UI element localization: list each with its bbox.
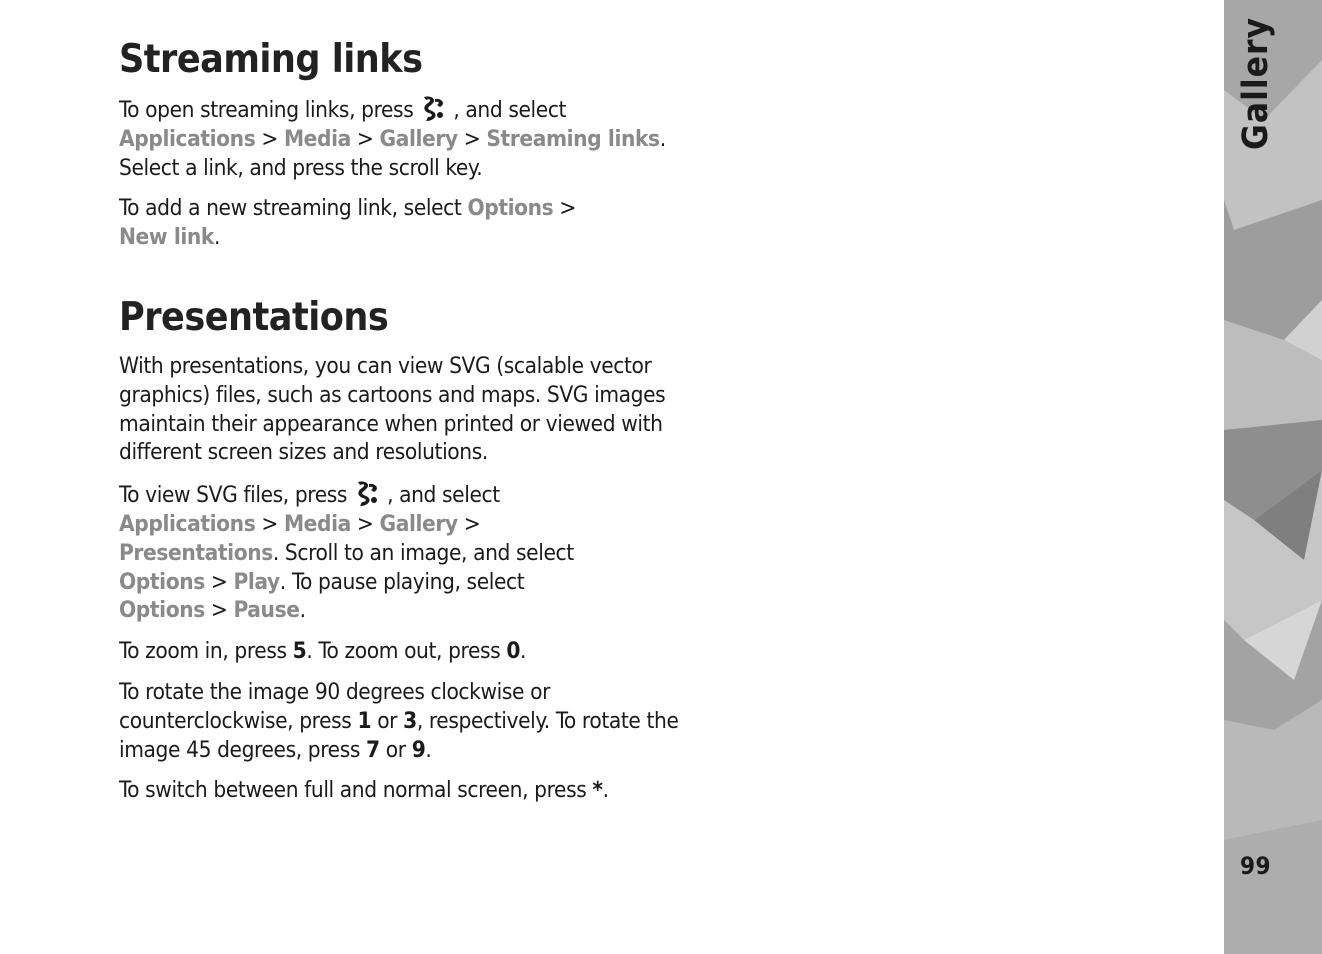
paragraph-view-svg	[119, 479, 679, 625]
heading-presentations: Presentations	[119, 294, 389, 340]
menu-path-gallery: Gallery	[379, 125, 458, 152]
menu-path-new-link: New link	[119, 224, 214, 251]
key-3: 3	[403, 707, 417, 734]
menu-key-icon	[418, 94, 448, 124]
text: , respectively. To rotate the image 45 degrees, press	[119, 707, 679, 763]
menu-path-media: Media	[283, 510, 351, 537]
page-content	[119, 36, 679, 817]
text: , and select	[387, 482, 500, 509]
text: , and select	[453, 97, 567, 123]
text: To rotate the image 90 degrees clockwise or counterclockwise, press	[119, 678, 550, 734]
text: .	[299, 597, 306, 624]
text: .	[602, 777, 609, 804]
page-number: 99	[1240, 852, 1272, 880]
text: To add a new streaming link, select	[119, 195, 462, 222]
text: . To zoom out, press	[306, 638, 501, 665]
text: . Scroll to an image, and select	[272, 539, 574, 566]
paragraph-presentations-intro: With presentations, you can view SVG (scalable vector graphics) files, such as cartoons and maps. SVG images maintain their appearance when printed or viewed with different screen sizes and resolutions.	[119, 352, 666, 466]
menu-path-pause: Pause	[233, 597, 300, 624]
separator: >	[261, 510, 278, 537]
text: or	[385, 736, 406, 763]
text: To zoom in, press	[119, 638, 287, 665]
heading-streaming-links: Streaming links	[119, 37, 423, 82]
separator: >	[463, 125, 481, 152]
menu-path-presentations: Presentations	[119, 539, 273, 566]
text: or	[377, 707, 398, 734]
separator: >	[261, 125, 278, 152]
separator: >	[210, 597, 228, 624]
separator: >	[356, 510, 374, 537]
key-7: 7	[366, 736, 380, 763]
menu-key-icon	[352, 479, 382, 509]
sidebar-section-title: Gallery	[1236, 16, 1276, 150]
paragraph-zoom	[119, 637, 679, 666]
menu-path-options: Options	[119, 568, 205, 595]
text: .	[213, 224, 220, 251]
separator: >	[559, 195, 576, 222]
menu-path-streaming-links: Streaming links	[486, 125, 660, 152]
key-9: 9	[411, 736, 426, 763]
paragraph-add-link	[119, 194, 679, 252]
menu-path-gallery: Gallery	[379, 510, 458, 537]
paragraph-rotate	[119, 678, 679, 764]
menu-path-options: Options	[119, 597, 205, 624]
separator: >	[463, 510, 481, 537]
menu-path-media: Media	[283, 125, 351, 152]
paragraph-fullscreen	[119, 776, 679, 805]
menu-path-applications: Applications	[119, 510, 256, 537]
menu-path-options: Options	[467, 195, 554, 222]
text: To open streaming links, press	[119, 97, 414, 123]
text: .	[520, 638, 527, 665]
menu-path-applications: Applications	[119, 125, 256, 152]
text: To switch between full and normal screen, press	[119, 777, 587, 804]
text: . Select a link, and press the scroll key.	[119, 125, 666, 181]
text: .	[425, 736, 432, 763]
key-0: 0	[506, 638, 521, 665]
text: To view SVG files, press	[119, 482, 348, 509]
text: . To pause playing, select	[279, 568, 525, 595]
separator: >	[210, 568, 228, 595]
paragraph-open-streaming	[119, 94, 679, 182]
key-1: 1	[357, 707, 372, 734]
separator: >	[356, 125, 374, 152]
key-star: *	[592, 777, 603, 804]
key-5: 5	[292, 638, 307, 665]
menu-path-play: Play	[233, 568, 280, 595]
